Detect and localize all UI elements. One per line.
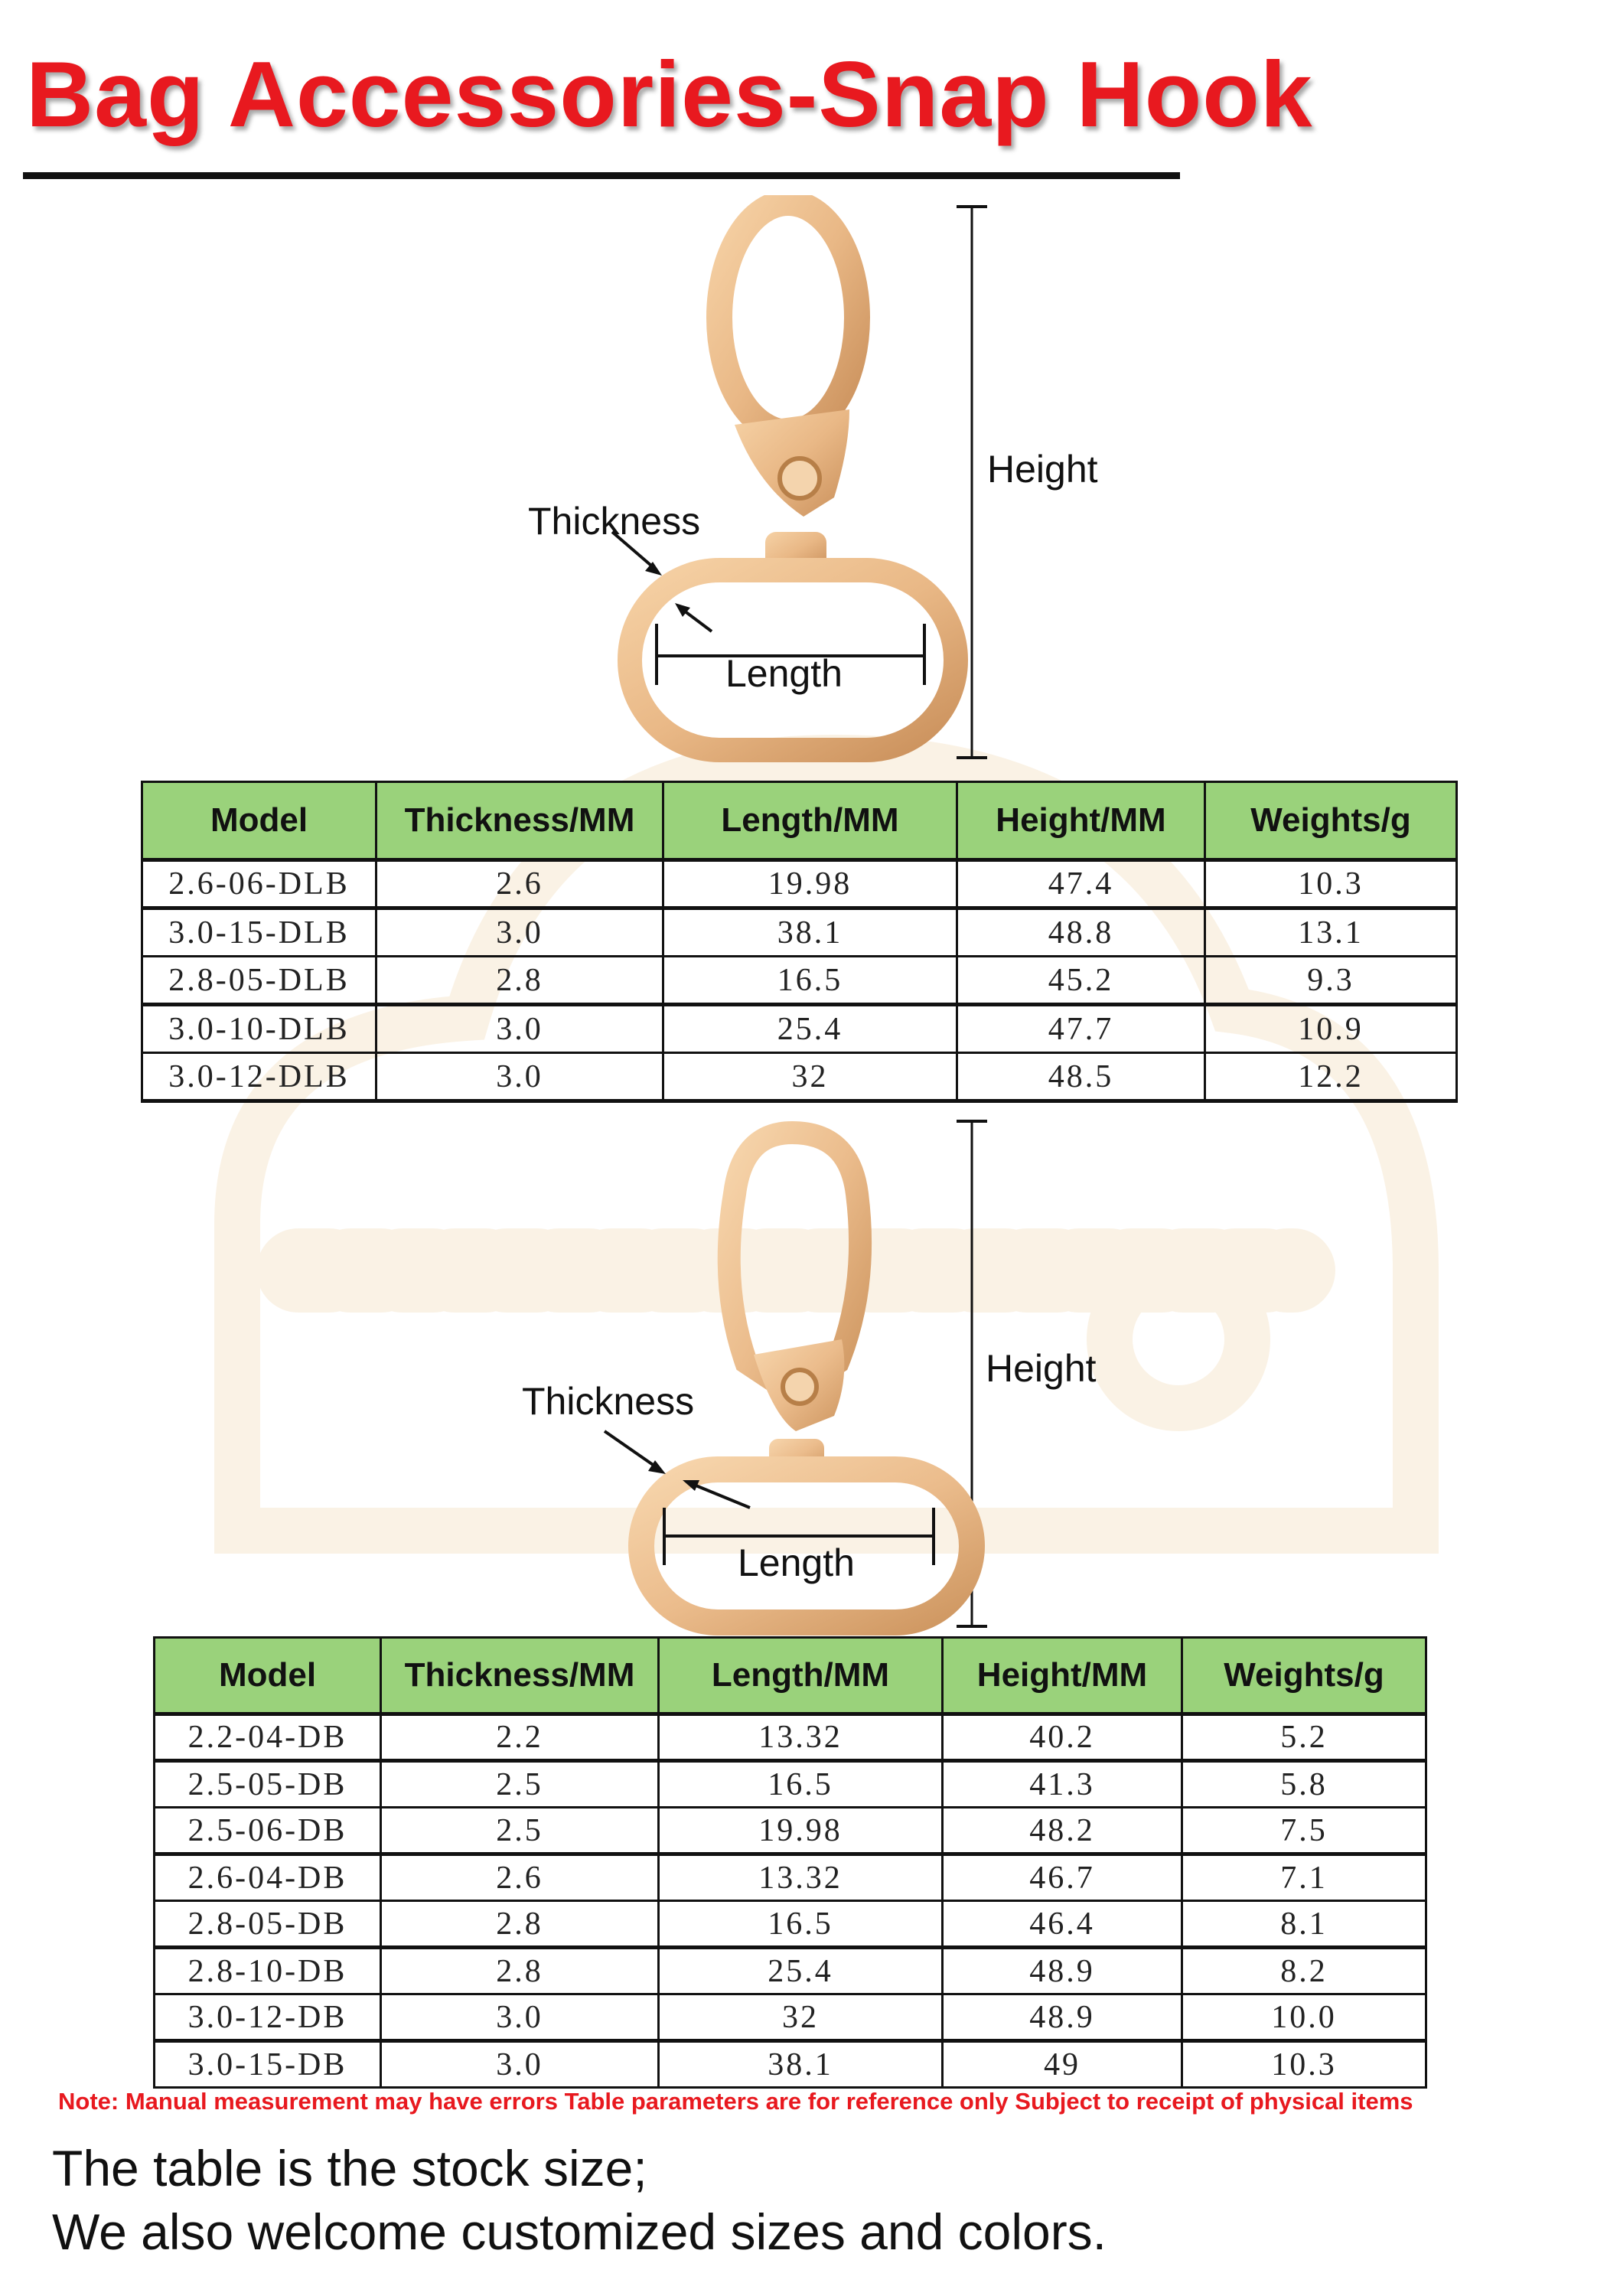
cell-height: 49 [943, 2041, 1182, 2088]
cell-thickness: 2.8 [381, 1901, 659, 1948]
cell-thickness: 3.0 [381, 2041, 659, 2088]
header-height: Height/MM [943, 1638, 1182, 1714]
height-label-2: Height [986, 1347, 1097, 1390]
cell-thickness: 2.8 [381, 1948, 659, 1994]
cell-length: 16.5 [659, 1761, 943, 1808]
table-row [142, 957, 1457, 1005]
cell-height: 48.8 [957, 908, 1205, 957]
spec-table-db [153, 1636, 1427, 2089]
cell-height: 46.4 [943, 1901, 1182, 1948]
cell-thickness: 2.5 [381, 1761, 659, 1808]
length-label-2: Length [738, 1541, 855, 1584]
header-thickness: Thickness/MM [376, 782, 663, 860]
table-row [155, 1761, 1426, 1808]
cell-thickness: 2.8 [376, 957, 663, 1005]
title-underline [23, 172, 1180, 179]
height-label-1: Height [987, 448, 1098, 491]
table-row [142, 908, 1457, 957]
cell-model: 2.2-04-DB [155, 1714, 381, 1761]
hook-clasp [719, 203, 857, 432]
cell-height: 45.2 [957, 957, 1205, 1005]
cell-height: 47.4 [957, 860, 1205, 908]
cell-weight: 10.3 [1205, 860, 1457, 908]
cell-model: 2.5-06-DB [155, 1808, 381, 1854]
table-row [155, 1948, 1426, 1994]
table-row [142, 860, 1457, 908]
cell-thickness: 3.0 [381, 1994, 659, 2041]
cell-length: 16.5 [659, 1901, 943, 1948]
cell-weight: 7.1 [1182, 1854, 1426, 1901]
cell-model: 3.0-12-DB [155, 1994, 381, 2041]
cell-thickness: 2.6 [381, 1854, 659, 1901]
cell-length: 25.4 [659, 1948, 943, 1994]
cell-weight: 5.8 [1182, 1761, 1426, 1808]
cell-length: 13.32 [659, 1854, 943, 1901]
cell-length: 13.32 [659, 1714, 943, 1761]
header-weight: Weights/g [1205, 782, 1457, 860]
disclaimer-note: Note: Manual measurement may have errors Table parameters are for reference only Subject to receipt of physical items [58, 2088, 1413, 2115]
cell-length: 32 [659, 1994, 943, 2041]
cell-weight: 12.2 [1205, 1053, 1457, 1101]
cell-model: 2.8-05-DB [155, 1901, 381, 1948]
table-row [155, 1994, 1426, 2041]
cell-thickness: 3.0 [376, 1005, 663, 1053]
cell-weight: 10.9 [1205, 1005, 1457, 1053]
cell-model: 3.0-15-DLB [142, 908, 376, 957]
cell-length: 19.98 [663, 860, 957, 908]
cell-weight: 10.3 [1182, 2041, 1426, 2088]
cell-weight: 9.3 [1205, 957, 1457, 1005]
cell-height: 48.2 [943, 1808, 1182, 1854]
cell-length: 16.5 [663, 957, 957, 1005]
header-model: Model [142, 782, 376, 860]
header-model: Model [155, 1638, 381, 1714]
cell-model: 3.0-10-DLB [142, 1005, 376, 1053]
cell-height: 41.3 [943, 1761, 1182, 1808]
cell-height: 48.9 [943, 1994, 1182, 2041]
table-row [155, 2041, 1426, 2088]
cell-model: 2.8-05-DLB [142, 957, 376, 1005]
cell-height: 48.9 [943, 1948, 1182, 1994]
cell-weight: 13.1 [1205, 908, 1457, 957]
table-row [142, 1053, 1457, 1101]
cell-model: 2.5-05-DB [155, 1761, 381, 1808]
header-length: Length/MM [659, 1638, 943, 1714]
cell-thickness: 3.0 [376, 1053, 663, 1101]
table-row [155, 1808, 1426, 1854]
footer-line-1: The table is the stock size; [52, 2140, 647, 2197]
cell-model: 2.8-10-DB [155, 1948, 381, 1994]
thickness-label-1: Thickness [528, 500, 701, 543]
cell-height: 46.7 [943, 1854, 1182, 1901]
cell-length: 19.98 [659, 1808, 943, 1854]
spec-table-dlb [141, 781, 1458, 1103]
cell-model: 3.0-15-DB [155, 2041, 381, 2088]
cell-model: 2.6-06-DLB [142, 860, 376, 908]
length-label-1: Length [725, 652, 843, 695]
cell-weight: 7.5 [1182, 1808, 1426, 1854]
cell-model: 3.0-12-DLB [142, 1053, 376, 1101]
cell-weight: 8.1 [1182, 1901, 1426, 1948]
cell-weight: 8.2 [1182, 1948, 1426, 1994]
cell-length: 38.1 [663, 908, 957, 957]
cell-height: 40.2 [943, 1714, 1182, 1761]
cell-length: 25.4 [663, 1005, 957, 1053]
cell-thickness: 2.2 [381, 1714, 659, 1761]
header-weight: Weights/g [1182, 1638, 1426, 1714]
header-length: Length/MM [663, 782, 957, 860]
table-row [155, 1901, 1426, 1948]
footer-line-2: We also welcome customized sizes and colors. [52, 2203, 1107, 2260]
cell-length: 32 [663, 1053, 957, 1101]
header-height: Height/MM [957, 782, 1205, 860]
cell-height: 48.5 [957, 1053, 1205, 1101]
table-row [142, 1005, 1457, 1053]
cell-weight: 10.0 [1182, 1994, 1426, 2041]
table-row [155, 1854, 1426, 1901]
cell-thickness: 2.6 [376, 860, 663, 908]
cell-model: 2.6-04-DB [155, 1854, 381, 1901]
cell-height: 47.7 [957, 1005, 1205, 1053]
cell-thickness: 3.0 [376, 908, 663, 957]
thickness-label-2: Thickness [522, 1380, 695, 1423]
header-thickness: Thickness/MM [381, 1638, 659, 1714]
table-row [155, 1714, 1426, 1761]
cell-thickness: 2.5 [381, 1808, 659, 1854]
page-title: Bag Accessories-Snap Hook [26, 42, 1313, 146]
cell-weight: 5.2 [1182, 1714, 1426, 1761]
cell-length: 38.1 [659, 2041, 943, 2088]
